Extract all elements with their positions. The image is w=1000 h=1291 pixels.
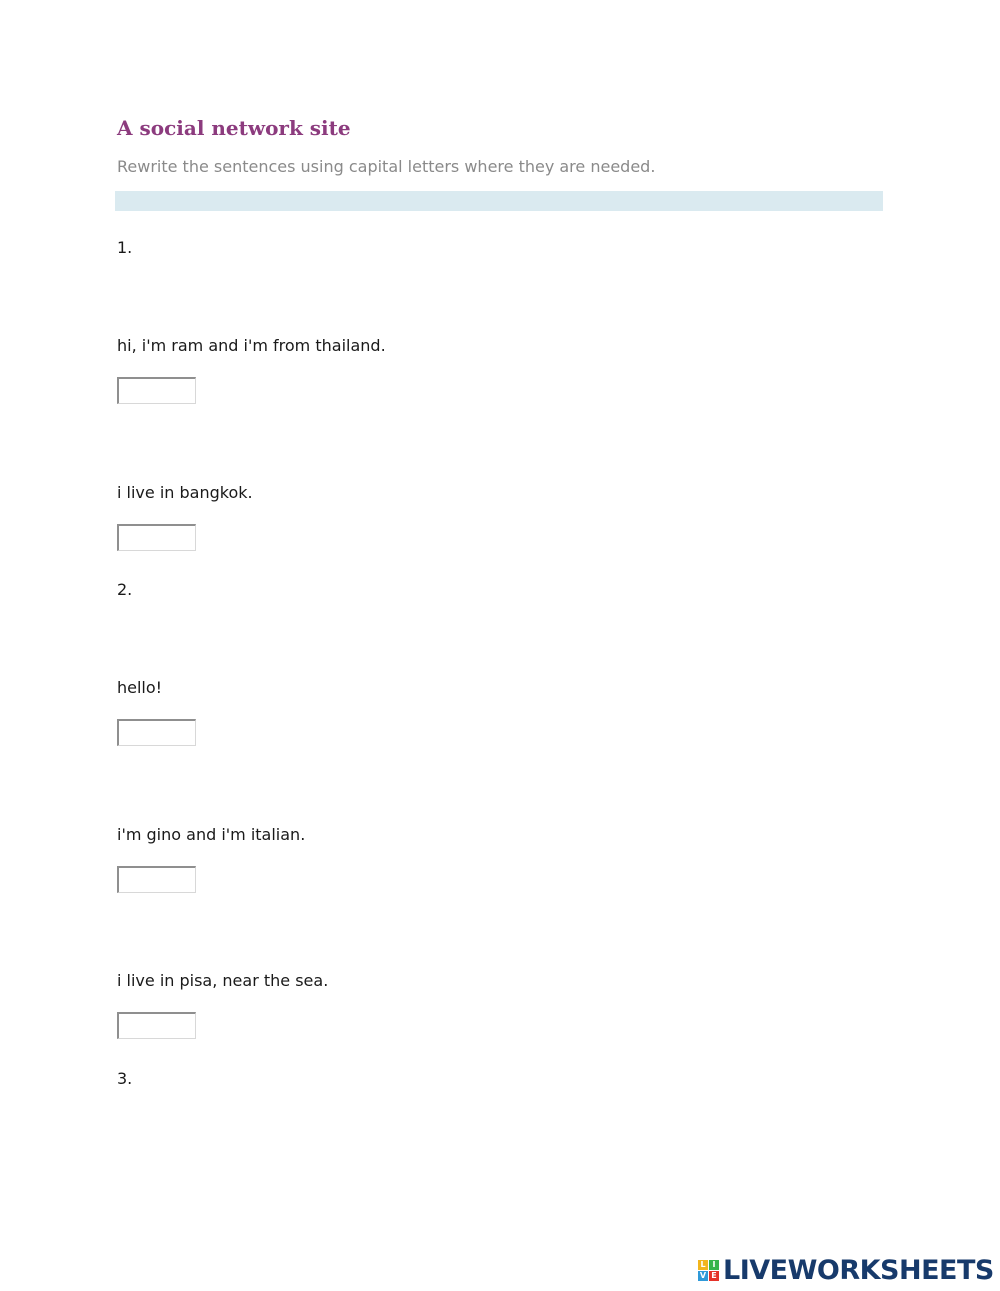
answer-input-2b[interactable] bbox=[117, 866, 196, 893]
answer-input-1b[interactable] bbox=[117, 524, 196, 551]
logo-letter-e: E bbox=[709, 1271, 719, 1281]
worksheet-instructions: Rewrite the sentences using capital letters where they are needed. bbox=[117, 157, 656, 176]
sentence-2a: hello! bbox=[117, 678, 163, 697]
live-logo-icon bbox=[698, 1260, 719, 1281]
logo-letter-v: V bbox=[699, 1270, 707, 1280]
brand-name: LIVEWORKSHEETS bbox=[723, 1254, 994, 1286]
worksheet-title: A social network site bbox=[117, 116, 351, 140]
section-number-2: 2. bbox=[117, 580, 133, 599]
liveworksheets-logo[interactable] bbox=[698, 1253, 994, 1287]
answer-input-1a[interactable] bbox=[117, 377, 196, 404]
logo-letter-i: I bbox=[709, 1260, 719, 1270]
answer-input-2c[interactable] bbox=[117, 1012, 196, 1039]
section-number-1: 1. bbox=[117, 238, 133, 257]
answer-input-2a[interactable] bbox=[117, 719, 196, 746]
section-number-3: 3. bbox=[117, 1069, 133, 1088]
sentence-1a: hi, i'm ram and i'm from thailand. bbox=[117, 336, 386, 355]
logo-letter-l: L bbox=[698, 1260, 708, 1270]
header-band bbox=[115, 191, 883, 211]
sentence-2b: i'm gino and i'm italian. bbox=[117, 825, 306, 844]
sentence-2c: i live in pisa, near the sea. bbox=[117, 971, 329, 990]
sentence-1b: i live in bangkok. bbox=[117, 483, 253, 502]
